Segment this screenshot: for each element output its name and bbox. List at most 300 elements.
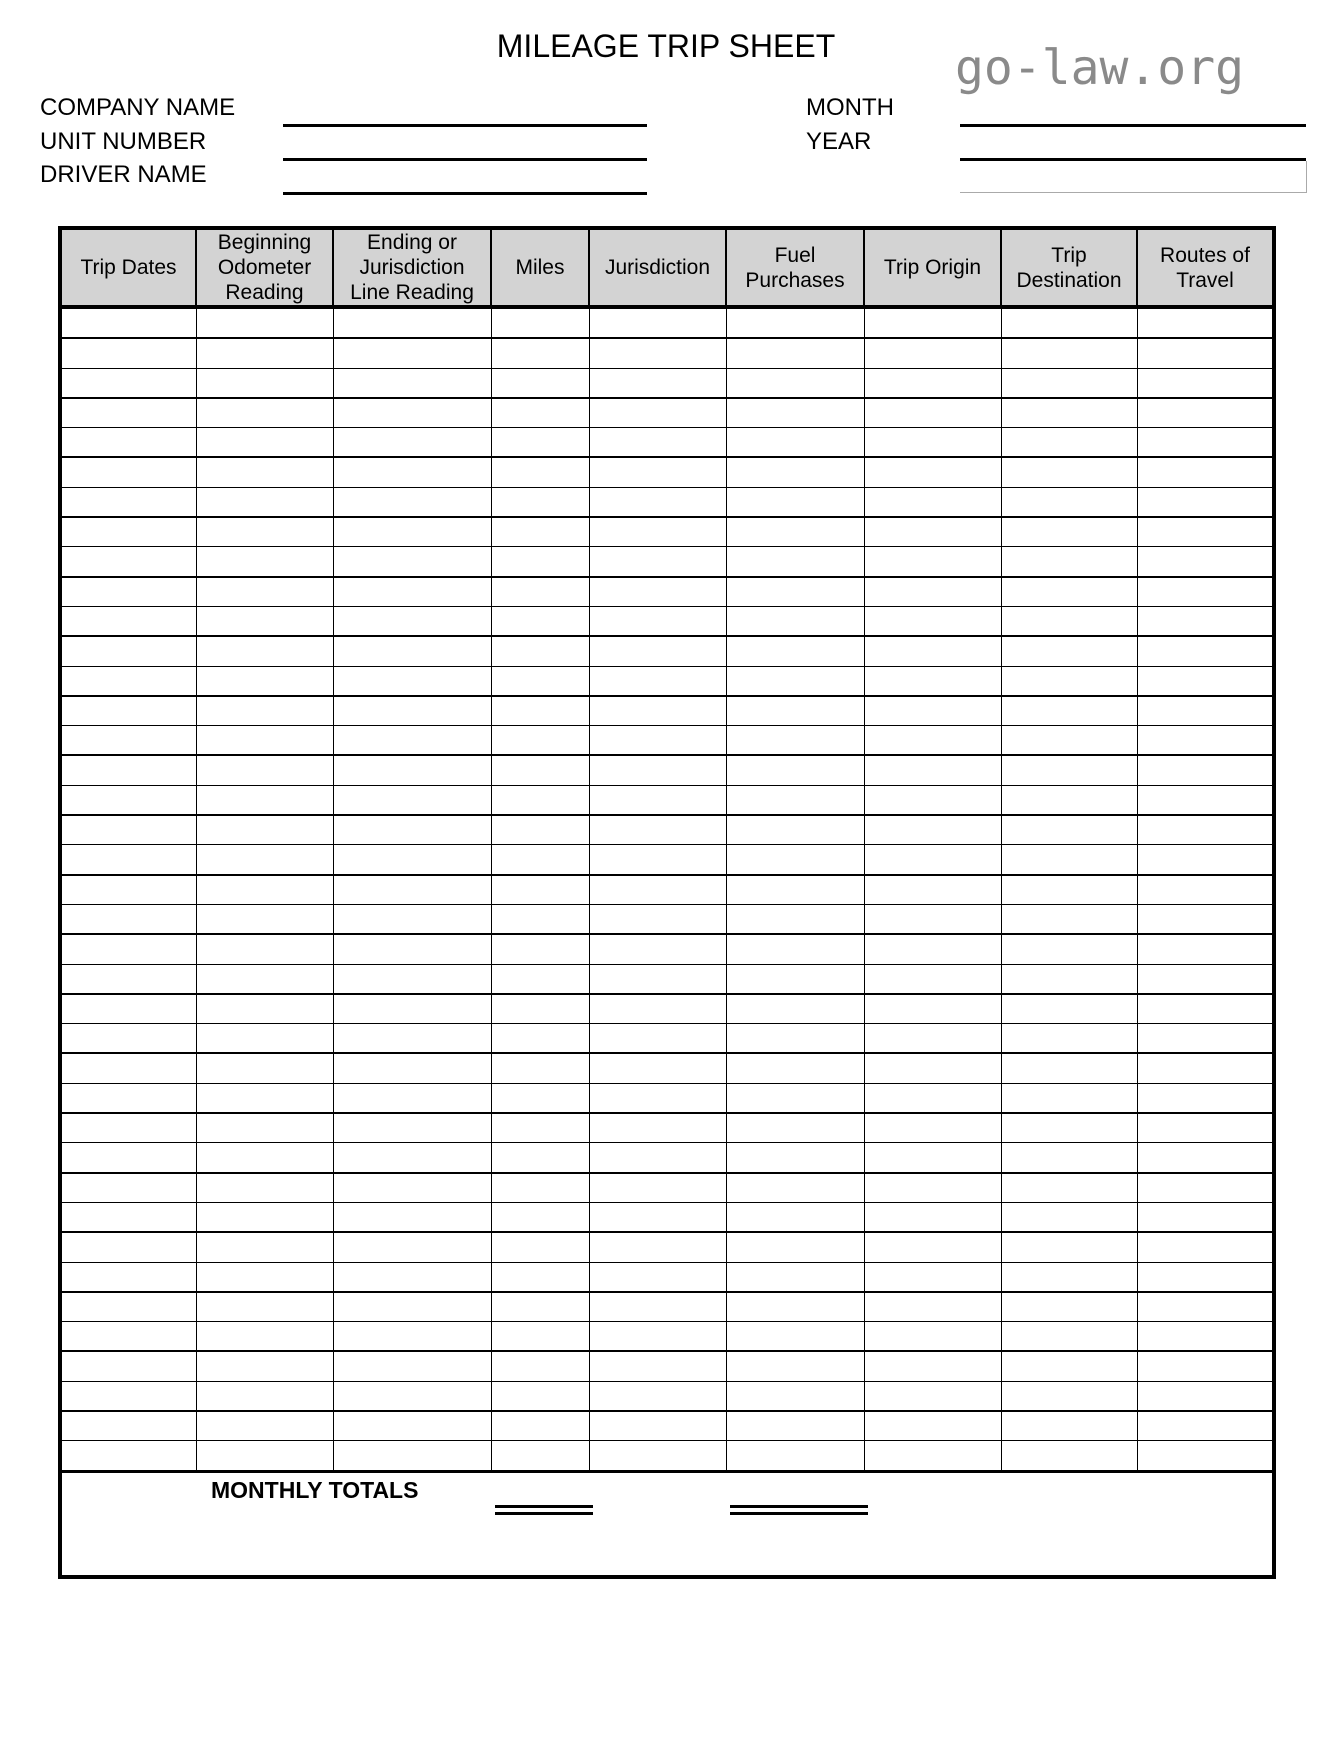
table-cell[interactable] [60, 1351, 196, 1381]
table-cell[interactable] [1001, 1113, 1137, 1143]
table-cell[interactable] [1137, 457, 1274, 487]
table-cell[interactable] [196, 785, 333, 815]
table-cell[interactable] [333, 338, 491, 368]
table-cell[interactable] [333, 1202, 491, 1232]
table-cell[interactable] [491, 1173, 589, 1203]
table-cell[interactable] [726, 845, 864, 875]
table-cell[interactable] [60, 1053, 196, 1083]
table-cell[interactable] [1001, 428, 1137, 458]
table-cell[interactable] [864, 1381, 1001, 1411]
table-cell[interactable] [726, 1083, 864, 1113]
table-cell[interactable] [1001, 726, 1137, 756]
table-cell[interactable] [491, 1083, 589, 1113]
table-cell[interactable] [864, 726, 1001, 756]
table-cell[interactable] [726, 487, 864, 517]
table-cell[interactable] [1137, 307, 1274, 338]
table-cell[interactable] [589, 1083, 726, 1113]
table-cell[interactable] [491, 964, 589, 994]
table-cell[interactable] [333, 517, 491, 547]
table-cell[interactable] [1001, 904, 1137, 934]
table-cell[interactable] [726, 307, 864, 338]
table-cell[interactable] [1137, 1053, 1274, 1083]
table-cell[interactable] [1137, 428, 1274, 458]
table-cell[interactable] [1137, 785, 1274, 815]
table-cell[interactable] [726, 1024, 864, 1054]
table-cell[interactable] [333, 1053, 491, 1083]
table-cell[interactable] [1137, 1262, 1274, 1292]
table-cell[interactable] [864, 1173, 1001, 1203]
table-cell[interactable] [196, 994, 333, 1024]
table-cell[interactable] [1137, 487, 1274, 517]
table-cell[interactable] [196, 636, 333, 666]
table-cell[interactable] [491, 785, 589, 815]
table-cell[interactable] [333, 577, 491, 607]
table-cell[interactable] [589, 904, 726, 934]
table-cell[interactable] [726, 696, 864, 726]
table-cell[interactable] [589, 845, 726, 875]
table-cell[interactable] [1001, 994, 1137, 1024]
table-cell[interactable] [60, 457, 196, 487]
table-cell[interactable] [196, 755, 333, 785]
table-cell[interactable] [1137, 726, 1274, 756]
table-cell[interactable] [491, 875, 589, 905]
table-cell[interactable] [726, 755, 864, 785]
table-cell[interactable] [1137, 1322, 1274, 1352]
table-cell[interactable] [1001, 1262, 1137, 1292]
table-cell[interactable] [491, 606, 589, 636]
table-cell[interactable] [196, 1262, 333, 1292]
table-cell[interactable] [333, 1381, 491, 1411]
table-cell[interactable] [60, 1083, 196, 1113]
table-cell[interactable] [60, 1202, 196, 1232]
table-cell[interactable] [726, 1202, 864, 1232]
table-cell[interactable] [864, 606, 1001, 636]
table-cell[interactable] [60, 785, 196, 815]
table-cell[interactable] [1137, 1441, 1274, 1471]
table-cell[interactable] [1001, 368, 1137, 398]
table-cell[interactable] [589, 307, 726, 338]
table-cell[interactable] [491, 815, 589, 845]
table-cell[interactable] [1137, 1143, 1274, 1173]
table-cell[interactable] [60, 577, 196, 607]
table-cell[interactable] [196, 1202, 333, 1232]
table-cell[interactable] [60, 487, 196, 517]
table-cell[interactable] [726, 606, 864, 636]
table-cell[interactable] [1137, 696, 1274, 726]
table-cell[interactable] [589, 517, 726, 547]
table-cell[interactable] [864, 845, 1001, 875]
table-cell[interactable] [864, 904, 1001, 934]
table-cell[interactable] [1001, 1232, 1137, 1262]
table-cell[interactable] [589, 1441, 726, 1471]
table-cell[interactable] [333, 934, 491, 964]
table-cell[interactable] [726, 1351, 864, 1381]
table-cell[interactable] [864, 1262, 1001, 1292]
table-cell[interactable] [1001, 696, 1137, 726]
table-cell[interactable] [491, 307, 589, 338]
table-cell[interactable] [60, 517, 196, 547]
table-cell[interactable] [333, 1411, 491, 1441]
company-name-field[interactable] [283, 124, 647, 127]
table-cell[interactable] [589, 428, 726, 458]
table-cell[interactable] [726, 1143, 864, 1173]
table-cell[interactable] [333, 666, 491, 696]
table-cell[interactable] [333, 1143, 491, 1173]
table-cell[interactable] [60, 845, 196, 875]
table-cell[interactable] [1137, 964, 1274, 994]
month-field[interactable] [960, 124, 1306, 127]
table-cell[interactable] [196, 1411, 333, 1441]
table-cell[interactable] [196, 517, 333, 547]
table-cell[interactable] [491, 845, 589, 875]
table-cell[interactable] [726, 875, 864, 905]
table-cell[interactable] [726, 994, 864, 1024]
table-cell[interactable] [333, 1173, 491, 1203]
table-cell[interactable] [864, 1202, 1001, 1232]
table-cell[interactable] [864, 487, 1001, 517]
table-cell[interactable] [491, 1113, 589, 1143]
table-cell[interactable] [196, 1024, 333, 1054]
table-cell[interactable] [196, 487, 333, 517]
table-cell[interactable] [491, 457, 589, 487]
table-cell[interactable] [589, 1053, 726, 1083]
table-cell[interactable] [864, 457, 1001, 487]
table-cell[interactable] [726, 904, 864, 934]
table-cell[interactable] [491, 904, 589, 934]
table-cell[interactable] [1001, 307, 1137, 338]
table-cell[interactable] [60, 606, 196, 636]
table-cell[interactable] [196, 428, 333, 458]
table-cell[interactable] [726, 1322, 864, 1352]
table-cell[interactable] [333, 606, 491, 636]
table-cell[interactable] [864, 696, 1001, 726]
table-cell[interactable] [864, 577, 1001, 607]
table-cell[interactable] [333, 1024, 491, 1054]
table-cell[interactable] [1137, 755, 1274, 785]
table-cell[interactable] [864, 1411, 1001, 1441]
table-cell[interactable] [589, 815, 726, 845]
table-cell[interactable] [333, 457, 491, 487]
table-cell[interactable] [1137, 1411, 1274, 1441]
table-cell[interactable] [491, 1292, 589, 1322]
table-cell[interactable] [333, 1262, 491, 1292]
table-cell[interactable] [1001, 1083, 1137, 1113]
table-cell[interactable] [864, 964, 1001, 994]
table-cell[interactable] [589, 1411, 726, 1441]
table-cell[interactable] [196, 1381, 333, 1411]
table-cell[interactable] [1137, 636, 1274, 666]
table-cell[interactable] [333, 428, 491, 458]
table-cell[interactable] [864, 875, 1001, 905]
table-cell[interactable] [1137, 338, 1274, 368]
table-cell[interactable] [589, 964, 726, 994]
table-cell[interactable] [196, 934, 333, 964]
table-cell[interactable] [196, 606, 333, 636]
table-cell[interactable] [60, 964, 196, 994]
table-cell[interactable] [726, 934, 864, 964]
unit-number-field[interactable] [283, 158, 647, 161]
table-cell[interactable] [60, 1024, 196, 1054]
table-cell[interactable] [864, 994, 1001, 1024]
table-cell[interactable] [864, 368, 1001, 398]
table-cell[interactable] [1137, 1173, 1274, 1203]
table-cell[interactable] [60, 666, 196, 696]
table-cell[interactable] [491, 1411, 589, 1441]
table-cell[interactable] [60, 1262, 196, 1292]
miles-total-field[interactable] [495, 1505, 593, 1515]
table-cell[interactable] [196, 1173, 333, 1203]
table-cell[interactable] [726, 1411, 864, 1441]
table-cell[interactable] [864, 815, 1001, 845]
table-cell[interactable] [491, 487, 589, 517]
table-cell[interactable] [589, 1113, 726, 1143]
table-cell[interactable] [864, 1083, 1001, 1113]
table-cell[interactable] [1001, 785, 1137, 815]
table-cell[interactable] [864, 636, 1001, 666]
table-cell[interactable] [1137, 934, 1274, 964]
table-cell[interactable] [726, 457, 864, 487]
table-cell[interactable] [196, 904, 333, 934]
table-cell[interactable] [1137, 666, 1274, 696]
table-cell[interactable] [864, 517, 1001, 547]
table-cell[interactable] [196, 845, 333, 875]
table-cell[interactable] [491, 517, 589, 547]
table-cell[interactable] [1001, 547, 1137, 577]
table-cell[interactable] [196, 1143, 333, 1173]
table-cell[interactable] [491, 1024, 589, 1054]
table-cell[interactable] [726, 785, 864, 815]
table-cell[interactable] [589, 994, 726, 1024]
table-cell[interactable] [60, 994, 196, 1024]
table-cell[interactable] [589, 457, 726, 487]
table-cell[interactable] [1137, 1351, 1274, 1381]
table-cell[interactable] [1001, 934, 1137, 964]
table-cell[interactable] [60, 307, 196, 338]
table-cell[interactable] [726, 368, 864, 398]
table-cell[interactable] [1001, 577, 1137, 607]
table-cell[interactable] [333, 1083, 491, 1113]
table-cell[interactable] [726, 636, 864, 666]
table-cell[interactable] [60, 815, 196, 845]
table-cell[interactable] [1001, 636, 1137, 666]
table-cell[interactable] [864, 1292, 1001, 1322]
table-cell[interactable] [1001, 1441, 1137, 1471]
table-cell[interactable] [589, 1143, 726, 1173]
table-cell[interactable] [1001, 487, 1137, 517]
table-cell[interactable] [864, 1053, 1001, 1083]
table-cell[interactable] [60, 1292, 196, 1322]
table-cell[interactable] [1001, 517, 1137, 547]
table-cell[interactable] [1137, 606, 1274, 636]
table-cell[interactable] [491, 1381, 589, 1411]
table-cell[interactable] [1137, 368, 1274, 398]
table-cell[interactable] [864, 398, 1001, 428]
table-cell[interactable] [491, 636, 589, 666]
table-cell[interactable] [333, 904, 491, 934]
table-cell[interactable] [333, 636, 491, 666]
table-cell[interactable] [864, 428, 1001, 458]
table-cell[interactable] [333, 368, 491, 398]
table-cell[interactable] [1137, 815, 1274, 845]
table-cell[interactable] [589, 1351, 726, 1381]
table-cell[interactable] [60, 875, 196, 905]
table-cell[interactable] [589, 398, 726, 428]
table-cell[interactable] [491, 1351, 589, 1381]
table-cell[interactable] [60, 428, 196, 458]
table-cell[interactable] [589, 934, 726, 964]
table-cell[interactable] [1137, 398, 1274, 428]
table-cell[interactable] [60, 726, 196, 756]
table-cell[interactable] [196, 726, 333, 756]
table-cell[interactable] [196, 696, 333, 726]
table-cell[interactable] [333, 307, 491, 338]
table-cell[interactable] [491, 666, 589, 696]
table-cell[interactable] [333, 815, 491, 845]
table-cell[interactable] [60, 1322, 196, 1352]
table-cell[interactable] [60, 398, 196, 428]
table-cell[interactable] [589, 577, 726, 607]
driver-name-field[interactable] [283, 192, 647, 195]
table-cell[interactable] [333, 875, 491, 905]
table-cell[interactable] [589, 1232, 726, 1262]
table-cell[interactable] [864, 1143, 1001, 1173]
table-cell[interactable] [1001, 1202, 1137, 1232]
table-cell[interactable] [196, 338, 333, 368]
table-cell[interactable] [60, 547, 196, 577]
table-cell[interactable] [1001, 1143, 1137, 1173]
table-cell[interactable] [589, 755, 726, 785]
table-cell[interactable] [589, 666, 726, 696]
table-cell[interactable] [196, 457, 333, 487]
table-cell[interactable] [333, 726, 491, 756]
table-cell[interactable] [589, 338, 726, 368]
table-cell[interactable] [726, 1262, 864, 1292]
table-cell[interactable] [589, 875, 726, 905]
table-cell[interactable] [196, 1232, 333, 1262]
table-cell[interactable] [1001, 1351, 1137, 1381]
table-cell[interactable] [196, 547, 333, 577]
table-cell[interactable] [589, 1381, 726, 1411]
table-cell[interactable] [1001, 606, 1137, 636]
table-cell[interactable] [491, 547, 589, 577]
table-cell[interactable] [491, 1441, 589, 1471]
table-cell[interactable] [491, 577, 589, 607]
table-cell[interactable] [1001, 1292, 1137, 1322]
table-cell[interactable] [333, 785, 491, 815]
table-cell[interactable] [333, 696, 491, 726]
table-cell[interactable] [491, 755, 589, 785]
table-cell[interactable] [1137, 1381, 1274, 1411]
table-cell[interactable] [196, 1322, 333, 1352]
table-cell[interactable] [589, 1322, 726, 1352]
table-cell[interactable] [1137, 1232, 1274, 1262]
table-cell[interactable] [491, 398, 589, 428]
table-cell[interactable] [196, 577, 333, 607]
table-cell[interactable] [1137, 1202, 1274, 1232]
table-cell[interactable] [864, 1113, 1001, 1143]
table-cell[interactable] [333, 994, 491, 1024]
table-cell[interactable] [196, 964, 333, 994]
table-cell[interactable] [491, 368, 589, 398]
table-cell[interactable] [1137, 517, 1274, 547]
table-cell[interactable] [726, 666, 864, 696]
table-cell[interactable] [60, 1411, 196, 1441]
table-cell[interactable] [1001, 815, 1137, 845]
table-cell[interactable] [589, 1262, 726, 1292]
table-cell[interactable] [589, 606, 726, 636]
table-cell[interactable] [196, 307, 333, 338]
table-cell[interactable] [1137, 875, 1274, 905]
table-cell[interactable] [491, 1322, 589, 1352]
table-cell[interactable] [1001, 398, 1137, 428]
table-cell[interactable] [1137, 1083, 1274, 1113]
table-cell[interactable] [196, 368, 333, 398]
table-cell[interactable] [864, 1351, 1001, 1381]
table-cell[interactable] [1137, 845, 1274, 875]
table-cell[interactable] [333, 755, 491, 785]
table-cell[interactable] [1001, 964, 1137, 994]
table-cell[interactable] [196, 1113, 333, 1143]
table-cell[interactable] [333, 1441, 491, 1471]
table-cell[interactable] [864, 785, 1001, 815]
table-cell[interactable] [333, 487, 491, 517]
table-cell[interactable] [589, 1292, 726, 1322]
table-cell[interactable] [864, 1322, 1001, 1352]
table-cell[interactable] [589, 547, 726, 577]
table-cell[interactable] [1001, 666, 1137, 696]
table-cell[interactable] [333, 398, 491, 428]
table-cell[interactable] [60, 1143, 196, 1173]
table-cell[interactable] [1137, 1113, 1274, 1143]
table-cell[interactable] [726, 338, 864, 368]
table-cell[interactable] [589, 636, 726, 666]
table-cell[interactable] [726, 1053, 864, 1083]
table-cell[interactable] [491, 1143, 589, 1173]
table-cell[interactable] [333, 1351, 491, 1381]
table-cell[interactable] [1137, 1292, 1274, 1322]
table-cell[interactable] [333, 547, 491, 577]
table-cell[interactable] [196, 666, 333, 696]
table-cell[interactable] [726, 1381, 864, 1411]
table-cell[interactable] [60, 755, 196, 785]
table-cell[interactable] [1001, 457, 1137, 487]
table-cell[interactable] [726, 1173, 864, 1203]
table-cell[interactable] [864, 666, 1001, 696]
table-cell[interactable] [864, 1232, 1001, 1262]
table-cell[interactable] [726, 517, 864, 547]
table-cell[interactable] [491, 1262, 589, 1292]
table-cell[interactable] [589, 696, 726, 726]
table-cell[interactable] [60, 1381, 196, 1411]
table-cell[interactable] [333, 1232, 491, 1262]
table-cell[interactable] [589, 785, 726, 815]
table-cell[interactable] [864, 1441, 1001, 1471]
table-cell[interactable] [1137, 994, 1274, 1024]
table-cell[interactable] [196, 1292, 333, 1322]
table-cell[interactable] [1001, 1024, 1137, 1054]
table-cell[interactable] [196, 1351, 333, 1381]
table-cell[interactable] [726, 726, 864, 756]
table-cell[interactable] [60, 1113, 196, 1143]
table-cell[interactable] [1001, 845, 1137, 875]
table-cell[interactable] [491, 934, 589, 964]
table-cell[interactable] [589, 1173, 726, 1203]
table-cell[interactable] [333, 1322, 491, 1352]
table-cell[interactable] [491, 726, 589, 756]
table-cell[interactable] [1001, 1411, 1137, 1441]
table-cell[interactable] [491, 994, 589, 1024]
table-cell[interactable] [726, 1232, 864, 1262]
